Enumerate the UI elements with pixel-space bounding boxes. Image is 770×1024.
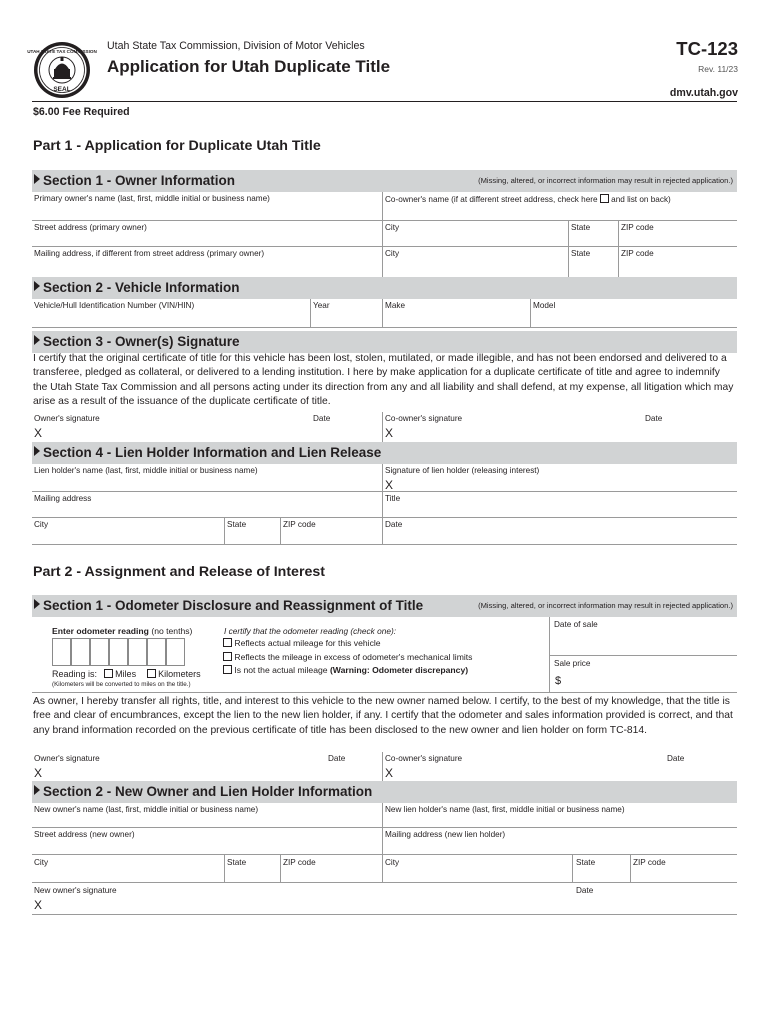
new-owner-date-label: Date — [576, 886, 594, 895]
p2-owner-signature-label: Owner's signature — [34, 754, 100, 763]
kilometers-checkbox[interactable] — [147, 669, 156, 678]
mailing-city-label: City — [385, 249, 400, 258]
vin-field[interactable] — [32, 299, 310, 327]
part2-section1-note: (Missing, altered, or incorrect information may result in rejected application.) — [478, 601, 733, 610]
street-address-label: Street address (primary owner) — [34, 223, 147, 232]
new-lien-mailing-label: Mailing address (new lien holder) — [385, 830, 506, 839]
co-owner-label: Co-owner's name (if at different street address, check here — [385, 195, 598, 204]
co-owner-label-suffix: and list on back) — [611, 195, 671, 204]
section-arrow-icon — [34, 446, 40, 456]
website: dmv.utah.gov — [669, 87, 738, 99]
new-lien-holder-label: New lien holder's name (last, first, middle initial or business name) — [385, 805, 625, 814]
lien-date-field[interactable] — [382, 517, 737, 544]
date-of-sale-field[interactable] — [549, 617, 737, 655]
p2-co-owner-signature-label: Co-owner's signature — [385, 754, 463, 763]
lien-holder-name-field[interactable] — [32, 464, 382, 492]
section4-bar — [32, 442, 737, 464]
part2-section2-bar — [32, 781, 737, 803]
lien-title-field[interactable] — [382, 491, 737, 517]
co-owner-checkbox[interactable] — [600, 194, 609, 203]
primary-owner-label: Primary owner's name (last, first, middle initial or business name) — [34, 194, 270, 203]
section-arrow-icon — [34, 281, 40, 291]
lien-date-label: Date — [385, 520, 403, 529]
new-owner-zip-label: ZIP code — [283, 858, 316, 867]
lien-state-label: State — [227, 520, 247, 529]
section1-note: (Missing, altered, or incorrect information may result in rejected application.) — [478, 176, 733, 185]
part2-section2-title: Section 2 - New Owner and Lien Holder Information — [43, 784, 373, 799]
section1-bar — [32, 170, 737, 192]
part1-title: Part 1 - Application for Duplicate Utah Title — [33, 138, 321, 154]
odometer-digit-6[interactable] — [147, 638, 166, 666]
new-owner-state-label: State — [227, 858, 247, 867]
part2-section1-bar — [32, 595, 737, 617]
new-lien-city-field[interactable] — [382, 854, 572, 882]
odometer-digit-7[interactable] — [166, 638, 185, 666]
lien-mailing-field[interactable] — [32, 491, 382, 517]
lien-zip-field[interactable] — [280, 517, 382, 544]
zip-field[interactable] — [618, 220, 737, 246]
lien-city-label: City — [34, 520, 49, 529]
section-arrow-icon — [34, 599, 40, 609]
city-field[interactable] — [382, 220, 568, 246]
new-lien-state-field[interactable] — [572, 854, 630, 882]
zip-label: ZIP code — [621, 223, 654, 232]
city-label: City — [385, 223, 400, 232]
part2-title: Part 2 - Assignment and Release of Interest — [33, 564, 325, 580]
owner-signature-label: Owner's signature — [34, 414, 100, 423]
p2-co-owner-date-label: Date — [667, 754, 685, 763]
mailing-state-label: State — [571, 249, 591, 258]
owner-signature-field[interactable] — [32, 412, 382, 442]
section2-title: Section 2 - Vehicle Information — [43, 280, 240, 295]
p2-owner-signature-x: X — [34, 766, 43, 780]
part2-section1-title: Section 1 - Odometer Disclosure and Reassignment of Title — [43, 598, 424, 613]
state-field[interactable] — [568, 220, 618, 246]
section2-bar — [32, 277, 737, 299]
date-of-sale-label: Date of sale — [554, 620, 598, 629]
odometer-warning: (Warning: Odometer discrepancy) — [329, 665, 469, 675]
lien-city-field[interactable] — [32, 517, 224, 544]
reading-is-row — [52, 669, 201, 679]
co-owner-field[interactable] — [382, 192, 737, 220]
actual-mileage-checkbox[interactable] — [223, 638, 232, 647]
year-field[interactable] — [310, 299, 382, 327]
fee-notice: $6.00 Fee Required — [33, 106, 130, 118]
section3-bar — [32, 331, 737, 353]
new-owner-city-field[interactable] — [32, 854, 224, 882]
excess-mileage-checkbox[interactable] — [223, 652, 232, 661]
owner-date-label: Date — [313, 414, 331, 423]
new-owner-signature-x: X — [34, 898, 43, 912]
section-arrow-icon — [34, 174, 40, 184]
lien-mailing-label: Mailing address — [34, 494, 92, 503]
lien-zip-label: ZIP code — [283, 520, 316, 529]
new-owner-street-field[interactable] — [32, 827, 382, 854]
lien-title-label: Title — [385, 494, 401, 503]
sale-price-dollar: $ — [555, 675, 562, 687]
section1-title: Section 1 - Owner Information — [43, 173, 236, 188]
reading-is-label: Reading is: — [52, 669, 98, 679]
lien-holder-name-label: Lien holder's name (last, first, middle initial or business name) — [34, 466, 258, 475]
vin-label: Vehicle/Hull Identification Number (VIN/HIN) — [34, 301, 195, 310]
lien-holder-signature-label: Signature of lien holder (releasing interest) — [385, 466, 540, 475]
co-owner-signature-x: X — [385, 426, 394, 440]
seal-text-top: UTAH STATE TAX COMMISSION — [27, 49, 97, 54]
co-owner-signature-label: Co-owner's signature — [385, 414, 463, 423]
new-owner-zip-field[interactable] — [280, 854, 382, 882]
model-label: Model — [533, 301, 556, 310]
miles-label: Miles — [115, 669, 137, 679]
lien-holder-signature-field[interactable] — [382, 464, 737, 492]
make-label: Make — [385, 301, 406, 310]
section4-title: Section 4 - Lien Holder Information and Lien Release — [43, 445, 382, 460]
new-lien-holder-field[interactable] — [382, 803, 737, 827]
odometer-digit-1[interactable] — [52, 638, 71, 666]
new-lien-zip-field[interactable] — [630, 854, 737, 882]
year-label: Year — [313, 301, 330, 310]
p2-co-owner-signature-field[interactable] — [382, 752, 737, 782]
sale-price-label: Sale price — [554, 659, 591, 668]
section3-title: Section 3 - Owner(s) Signature — [43, 334, 240, 349]
form-number: TC-123 — [676, 38, 738, 59]
new-owner-signature-label: New owner's signature — [34, 886, 117, 895]
mailing-state-field[interactable] — [568, 246, 618, 276]
odometer-certify-label: I certify that the odometer reading (check one): — [224, 626, 397, 636]
new-owner-city-label: City — [34, 858, 49, 867]
new-owner-signature-field[interactable] — [32, 882, 737, 914]
odometer-digit-3[interactable] — [90, 638, 109, 666]
mailing-city-field[interactable] — [382, 246, 568, 276]
mailing-zip-field[interactable] — [618, 246, 737, 276]
odometer-label: Enter odometer reading (no tenths) — [52, 626, 193, 636]
section-arrow-icon — [34, 785, 40, 795]
model-field[interactable] — [530, 299, 737, 327]
header-divider — [32, 101, 737, 102]
agency-name: Utah State Tax Commission, Division of Motor Vehicles — [107, 40, 365, 52]
odometer-digit-4[interactable] — [109, 638, 128, 666]
new-owner-name-label: New owner's name (last, first, middle initial or business name) — [34, 805, 259, 814]
odometer-option-excess: Reflects the mileage in excess of odometer's mechanical limits — [223, 652, 472, 662]
odometer-option-not-actual: Is not the actual mileage (Warning: Odometer discrepancy) — [223, 665, 468, 675]
co-owner-date-label: Date — [645, 414, 663, 423]
mailing-address-label: Mailing address, if different from street address (primary owner) — [34, 249, 265, 258]
page-title: Application for Utah Duplicate Title — [107, 57, 391, 76]
miles-checkbox[interactable] — [104, 669, 113, 678]
primary-owner-field[interactable] — [32, 192, 382, 220]
odometer-digit-5[interactable] — [128, 638, 147, 666]
state-seal — [27, 41, 97, 99]
section-arrow-icon — [34, 335, 40, 345]
lien-holder-signature-x: X — [385, 478, 394, 492]
seal-icon — [27, 41, 97, 99]
odometer-option-actual: Reflects actual mileage for this vehicle — [223, 638, 381, 648]
revision-date: Rev. 11/23 — [698, 64, 738, 74]
not-actual-mileage-checkbox[interactable] — [223, 665, 232, 674]
new-owner-street-label: Street address (new owner) — [34, 830, 135, 839]
odometer-digit-2[interactable] — [71, 638, 90, 666]
assignment-text: As owner, I hereby transfer all rights, title, and interest to this vehicle to the new owner named below. I certify, to the best of my knowledge, that the title is free and clear of encumbrances, except the lien to the new lien holder, if any. I certify that the odometer and sales information provided is correct, and that any brand information recorded on the previous certificate of title has been disclosed to the new owner and lien holder on form TC-814. — [33, 696, 733, 736]
seal-text-bottom: SEAL — [53, 86, 71, 93]
p2-owner-signature-field[interactable] — [32, 752, 382, 782]
sale-price-field[interactable] — [549, 655, 737, 692]
p2-co-owner-signature-x: X — [385, 766, 394, 780]
mailing-zip-label: ZIP code — [621, 249, 654, 258]
mailing-address-field[interactable] — [32, 246, 382, 276]
new-owner-name-field[interactable] — [32, 803, 382, 827]
kilometers-label: Kilometers — [158, 669, 201, 679]
make-field[interactable] — [382, 299, 530, 327]
kilometers-note: (Kilometers will be converted to miles on the title.) — [52, 681, 191, 688]
new-owner-state-field[interactable] — [224, 854, 280, 882]
street-address-field[interactable] — [32, 220, 382, 246]
p2-owner-date-label: Date — [328, 754, 346, 763]
co-owner-signature-field[interactable] — [382, 412, 737, 442]
new-lien-mailing-field[interactable] — [382, 827, 737, 854]
new-lien-zip-label: ZIP code — [633, 858, 666, 867]
owner-signature-x: X — [34, 426, 43, 440]
certification-text: I certify that the original certificate of title for this vehicle has been lost, stolen, mutilated, or made illegible, and has not been endorsed and delivered to a transferee, pledged as collateral, or delivered to a lending institution. I here by make application for a duplicate certificate of title and agree to indemnify the Utah State Tax Commission and all persons acting under its direction from any and all liability and shall defend, at my expense, all litigation which may arise as a result of the issuance of the duplicate certificate of title. — [33, 353, 734, 407]
lien-state-field[interactable] — [224, 517, 280, 544]
new-lien-state-label: State — [576, 858, 596, 867]
state-label: State — [571, 223, 591, 232]
new-lien-city-label: City — [385, 858, 400, 867]
